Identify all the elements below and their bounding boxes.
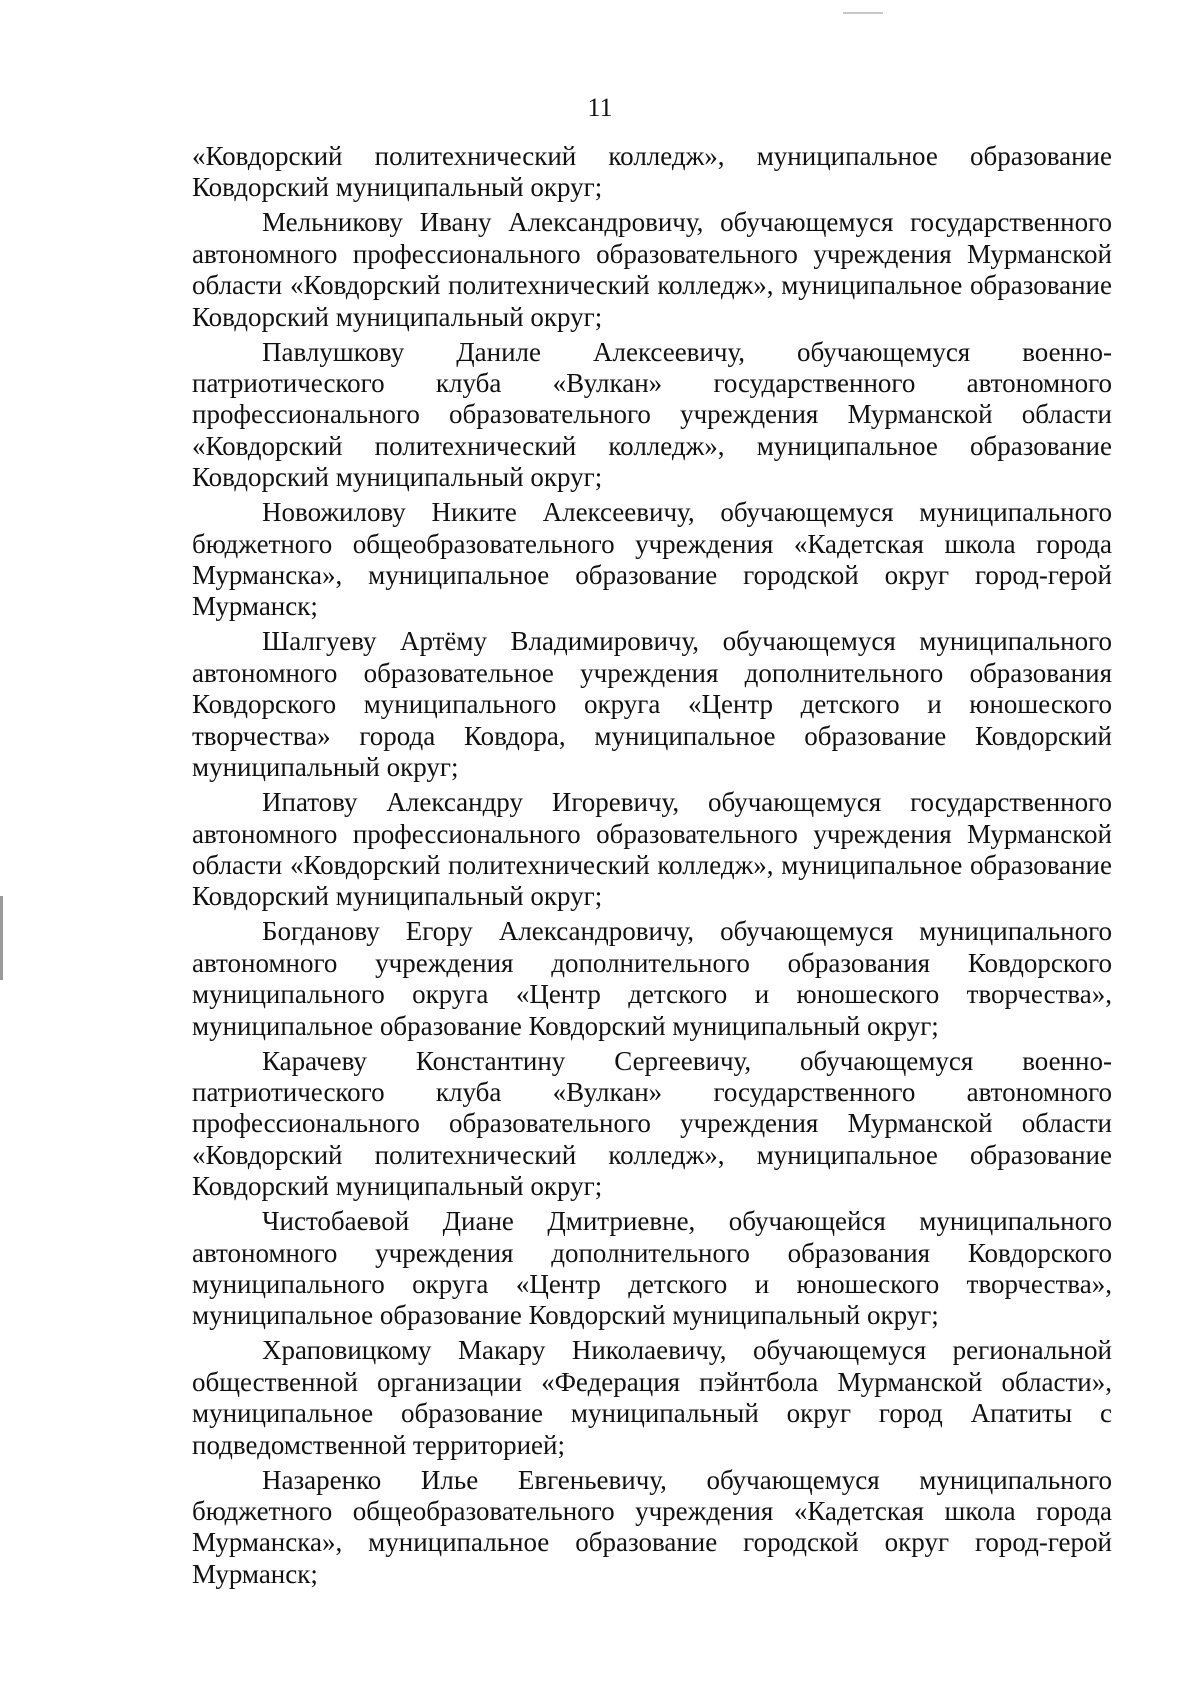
paragraph-ipatov: Ипатову Александру Игоревичу, обучающемуся государственного автономного профессионального образовательного учреждения Мурманской области «Ковдорский политехнический колледж», муниципальное образование Ковдорский муниципальный округ; xyxy=(192,787,1112,912)
paragraph-khrapovitsky: Храповицкому Макару Николаевичу, обучающемуся региональной общественной организации «Федерация пэйнтбола Мурманской области», муниципальное образование муниципальный округ город Апатиты с подведомственной территорией; xyxy=(192,1335,1112,1460)
paragraph-continuation: «Ковдорский политехнический колледж», муниципальное образование Ковдорский муниципальный округ; xyxy=(192,141,1112,203)
paragraph-melnikov: Мельникову Ивану Александровичу, обучающемуся государственного автономного профессионального образовательного учреждения Мурманской области «Ковдорский политехнический колледж», муниципальное образование Ковдорский муниципальный округ; xyxy=(192,207,1112,332)
paragraph-bogdanov: Богданову Егору Александровичу, обучающемуся муниципального автономного учреждения дополнительного образования Ковдорского муниципального округа «Центр детского и юношеского творчества», муниципальное образование Ковдорский муниципальный округ; xyxy=(192,916,1112,1041)
paragraph-novozhilov: Новожилову Никите Алексеевичу, обучающемуся муниципального бюджетного общеобразовательного учреждения «Кадетская школа города Мурманска», муниципальное образование городской округ город-герой Мурманск; xyxy=(192,497,1112,622)
paragraph-karachev: Карачеву Константину Сергеевичу, обучающемуся военно-патриотического клуба «Вулкан» государственного автономного профессионального образовательного учреждения Мурманской области «Ковдорский политехнический колледж», муниципальное образование Ковдорский муниципальный округ; xyxy=(192,1045,1112,1202)
paragraph-shalguev: Шалгуеву Артёму Владимировичу, обучающемуся муниципального автономного образовательное учреждения дополнительного образования Ковдорского муниципального округа «Центр детского и юношеского творчества» города Ковдора, муниципальное образование Ковдорский муниципальный округ; xyxy=(192,626,1112,783)
paragraph-nazarenko: Назаренко Илье Евгеньевичу, обучающемуся муниципального бюджетного общеобразовательного учреждения «Кадетская школа города Мурманска», муниципальное образование городской округ город-герой Мурманск; xyxy=(192,1464,1112,1589)
scan-artifact-top xyxy=(843,12,883,14)
document-body xyxy=(192,141,1112,1594)
paragraph-chistobaeva: Чистобаевой Диане Дмитриевне, обучающейся муниципального автономного учреждения дополнительного образования Ковдорского муниципального округа «Центр детского и юношеского творчества», муниципальное образование Ковдорский муниципальный округ; xyxy=(192,1206,1112,1331)
scan-artifact-left xyxy=(0,896,3,980)
page-number: 11 xyxy=(587,93,613,122)
paragraph-pavlushkov: Павлушкову Даниле Алексеевичу, обучающемуся военно-патриотического клуба «Вулкан» государственного автономного профессионального образовательного учреждения Мурманской области «Ковдорский политехнический колледж», муниципальное образование Ковдорский муниципальный округ; xyxy=(192,336,1112,493)
